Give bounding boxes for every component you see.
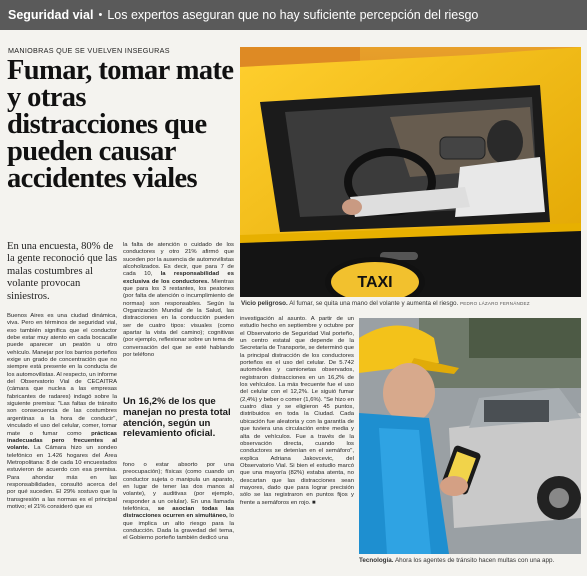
body-highlight: la responsabilidad es exclusiva de los conductores. [123,271,234,285]
caption-title: Tecnología. [359,557,394,564]
article-kicker: MANIOBRAS QUE SE VUELVEN INSEGURAS [8,46,170,55]
body-text: Buenos Aires es una ciudad dinámica, viva. Pero en términos de seguridad vial, eso también significa que el conductor debe estar muy atento en cada bocacalle puede aparecer un peatón u otro vehículo. Manejar por los barrios porteños exige un grado de concentración que no siempre está presente en la conducta de los automovilistas. Al respecto, un informe del Observatorio Vial de CECAITRA (cámara que nuclea a las empresas fabricantes de radares) indagó sobre la siguiente premisa: "Las faltas de tránsito son consecuencia de las costumbres argentinas a la hora de conducir", vinculado el uso del celular, comer, tomar mate o fumar como [7,313,117,437]
body-text: Mientras que para los 3 restantes, los peatones (por falta de atención o incumplimiento de normas) son responsables. Según la Organización Mundial de la Salud, las distracciones en la conducción pueden ser de cuatro tipos: visuales (como apartar la vista del camino); cognitivas (por ejemplo, reflexionar sobre un tema de conversación del que se esté hablando por teléfono [123,278,234,359]
agent-photo [359,318,581,554]
taxi-photo-illustration [240,47,581,297]
body-text: La Cámara hizo un sondeo telefónico en 1.426 hogares del Área Metropolitana: 8 de cada 10 encuestados estuvieron de acuerdo con esa premisa. Para ahondar más en las responsabilidades, consultó acerca del por qué suceden. El 29% sostuvo que la transgresión a las normas es el principal motivo; el 21% consideró que es [7,445,117,510]
pull-quote: Un 16,2% de los que manejan no presta total atención, según un relevamiento oficial. [123,396,231,440]
body-column-2-bottom [123,462,234,572]
section-tagline: Los expertos aseguran que no hay suficiente percepción del riesgo [107,8,479,22]
caption-title: Vicio peligroso. [241,300,288,307]
photo-caption-2 [359,557,581,565]
section-bar [0,0,587,30]
taxi-photo [240,47,581,297]
body-text: investigación al asunto. A partir de un estudio hecho en septiembre y octubre por el Observatorio de Seguridad Vial porteño, un centro estatal que depende de la Secretaría de Transporte, se determinó que la principal distracción de los conductores porteños es el uso del celular. De 5.742 automóviles y camionetas observados, registraron distracciones en un 16,2% de los vehículos. La más frecuente fue el uso del celular con el 12,2%. Le siguió fumar (2,4%) y beber o comer (1,6%). "Se hizo en cuatro días y se eligieron 45 puntos, distribuidos en toda la Ciudad. Cada ubicación fue aleatoria y con la garantía de que tuviera una circulación entre media y alta de vehículos. Fue a través de la observación directa, cuando los conductores se detenían en el semáforo", explica Adriana Jakovcevic, del Observatorio Vial. Si bien el estudio marcó que una mayoría (82%) estaba atenta, no descartan que las distracciones sean mayores, dado que para lograr precisión sólo se las registraron en puntos fijos y frente a semáforos en rojo. ■ [240,316,354,506]
section-name: Seguridad vial [8,8,94,22]
body-text: fono o estar absorto por una preocupación); físicas (como cuando un conductor sujeta o manipula un aparato, en lugar de tener las dos manos al volante), y auditivas (por ejemplo, responder a un celular). En una llamada telefónica, [123,462,234,513]
body-text: lo que implica un alto riesgo para la conducción. Dada la gravedad del tema, el Gobierno porteño también dedicó una [123,513,234,542]
taxi-sign-text: TAXI [357,274,393,291]
caption-text: Al fumar, se quita una mano del volante y aumenta el riesgo. [289,300,459,307]
caption-text: Ahora los agentes de tránsito hacen multas con una app. [394,557,555,564]
article-headline: Fumar, tomar mate y otras distracciones que pueden causar accidentes viales [7,55,234,194]
article-deck: En una encuesta, 80% de la gente reconoció que las malas costumbres al volante provocan siniestros. [7,241,118,302]
bullet-separator: • [98,9,103,21]
photo-credit: PEDRO LÁZARO FERNÁNDEZ [460,301,530,306]
body-highlight: se asocian todas las distracciones ocurren en simultáneo, [123,506,234,520]
agent-photo-illustration [359,318,581,554]
body-column-3 [240,316,354,572]
body-text: la falta de atención o cuidado de los conductores y otro 21% afirmó que suceden por la ausencia de automovilistas alcoholizados. Es decir, que para 7 de cada 10, [123,242,234,278]
body-column-1 [7,313,117,571]
photo-caption-1 [241,300,581,308]
body-highlight: prácticas inadecuadas pero frecuentes al volante. [7,430,117,452]
body-column-2-top [123,242,234,394]
